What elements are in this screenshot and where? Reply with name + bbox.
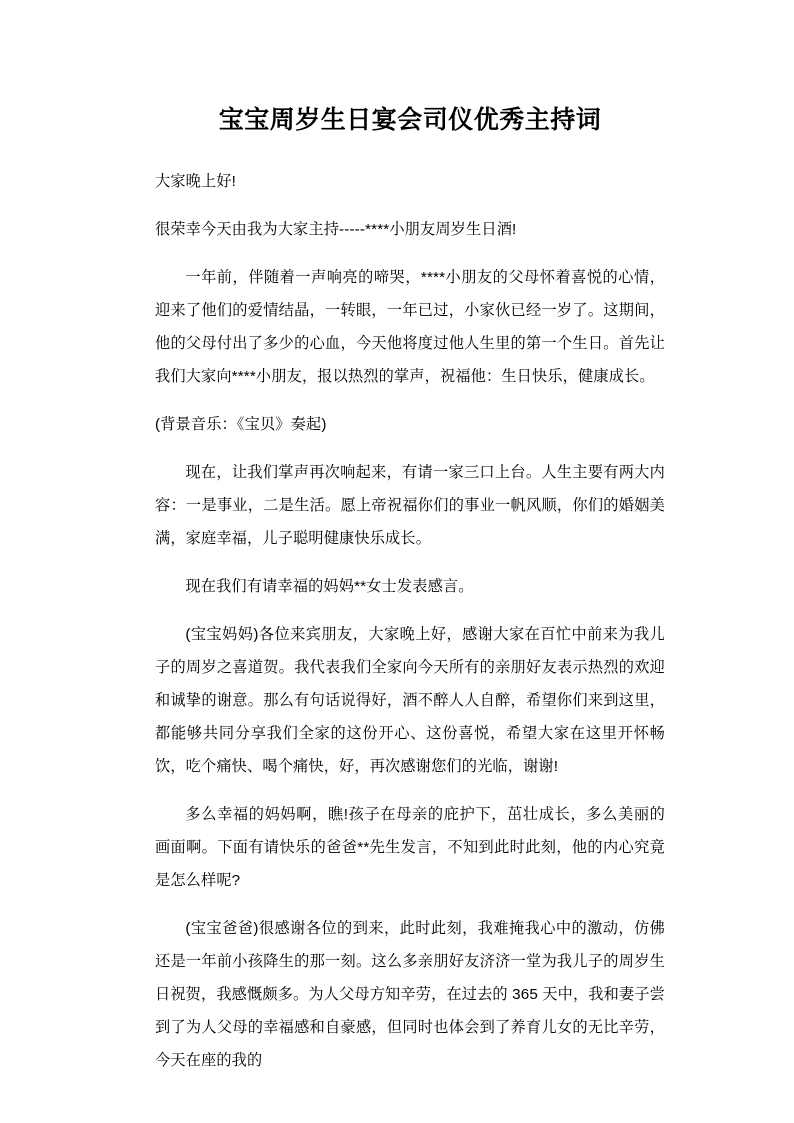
paragraph-invite-father: 多么幸福的妈妈啊，瞧!孩子在母亲的庇护下，茁壮成长，多么美丽的画面啊。下面有请快乐的爸爸**先生发言，不知到此时此刻，他的内心究竟是怎么样呢?: [155, 806, 665, 889]
paragraph-spacer: [155, 555, 665, 570]
paragraph-spacer: [155, 198, 665, 213]
paragraph-mother-speech: (宝宝妈妈)各位来宾朋友，大家晚上好，感谢大家在百忙中前来为我儿子的周岁之喜道贺。我代表我们全家向今天所有的亲朋好友表示热烈的欢迎和诚挚的谢意。那么有句话说得好，酒不醉人人自醉，希望你们来到这里，都能够共同分享我们全家的这份开心、这份喜悦，希望大家在这里开怀畅饮，吃个痛快、喝个痛快，好，再次感谢您们的光临，谢谢!: [155, 626, 665, 775]
paragraph-spacer: [155, 393, 665, 408]
paragraph-background-music: (背景音乐：《宝贝》奏起): [155, 416, 327, 433]
paragraph-spacer: [155, 603, 665, 618]
paragraph-invite-mother: 现在我们有请幸福的妈妈**女士发表感言。: [185, 578, 474, 595]
paragraph-father-speech: (宝宝爸爸)很感谢各位的到来，此时此刻，我难掩我心中的激动，仿佛还是一年前小孩降生的那一刻。这么多亲朋好友济济一堂为我儿子的周岁生日祝贺，我感慨颇多。为人父母方知辛劳，在过去的 365 天中，我和妻子尝到了为人父母的幸福感和自豪感，但同时也体会到了养育儿女的无比辛劳，今天在座的我的: [155, 920, 665, 1069]
paragraph-one-year-ago: 一年前，伴随着一声响亮的啼哭，****小朋友的父母怀着喜悦的心情，迎来了他们的爱情结晶，一转眼，一年已过，小家伙已经一岁了。这期间，他的父母付出了多少的心血，今天他将度过他人生里的第一个生日。首先让我们大家向****小朋友，报以热烈的掌声，祝福他：生日快乐，健康成长。: [155, 269, 665, 385]
paragraph-greeting: 大家晚上好!: [155, 173, 237, 190]
document-body: [155, 0, 665, 1077]
paragraph-invite-family: 现在，让我们掌声再次响起来，有请一家三口上台。人生主要有两大内容：一是事业，二是生活。愿上帝祝福你们的事业一帆风顺，你们的婚姻美满，家庭幸福，儿子聪明健康快乐成长。: [155, 464, 665, 547]
title-spacer: [155, 137, 665, 165]
paragraph-spacer: [155, 441, 665, 456]
paragraph-spacer: [155, 246, 665, 261]
page-title: 宝宝周岁生日宴会司仪优秀主持词: [218, 106, 602, 134]
paragraph-host-intro: 很荣幸今天由我为大家主持-----****小朋友周岁生日酒!: [155, 221, 517, 238]
paragraph-spacer: [155, 897, 665, 912]
paragraph-spacer: [155, 783, 665, 798]
